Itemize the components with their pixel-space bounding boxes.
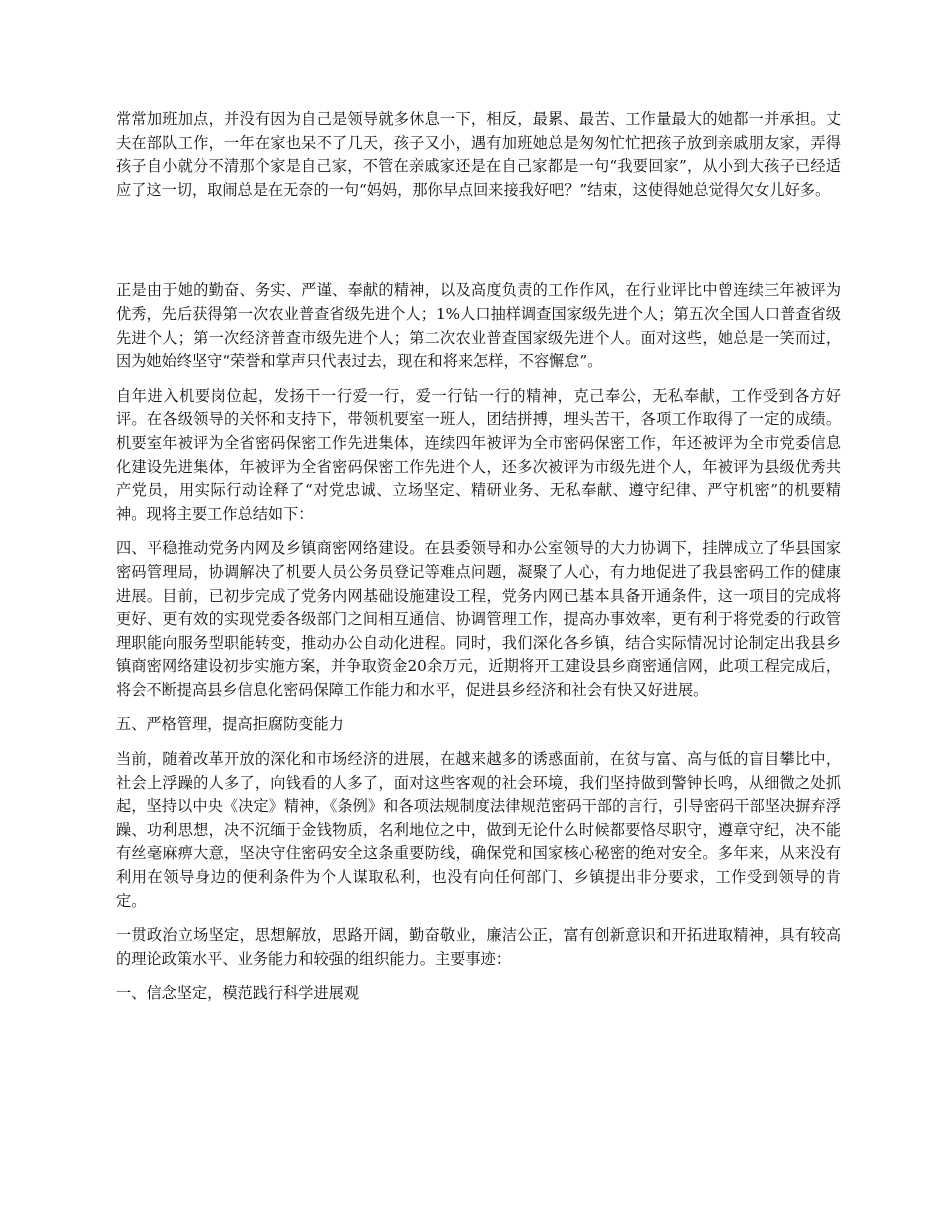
- paragraph-anti-corruption: 当前，随着改革开放的深化和市场经济的进展，在越来越多的诱惑面前，在贫与富、高与低的盲目攀比中，社会上浮躁的人多了，向钱看的人多了，面对这些客观的社会环境，我们坚持做到警钟长鸣，从细微之处抓起，坚持以中央《决定》精神，《条例》和各项法规制度法律规范密码干部的言行，引导密码干部坚决摒弃浮躁、功利思想，决不沉缅于金钱物质，名利地位之中，做到无论什么时候都要恪尽职守，遵章守纪，决不能有丝毫麻痹大意，坚决守住密码安全这条重要防线，确保党和国家核心秘密的绝对安全。多年来，从来没有利用在领导身边的便利条件为个人谋取私利，也没有向任何部门、乡镇提出非分要求，工作受到领导的肯定。: [116, 750, 841, 910]
- paragraph-overtime: 常常加班加点，并没有因为自己是领导就多休息一下，相反，最累、最苦、工作量最大的她都一并承担。丈夫在部队工作，一年在家也呆不了几天，孩子又小，遇有加班她总是匆匆忙忙把孩子放到亲戚朋友家，弄得孩子自小就分不清那个家是自己家，不管在亲戚家还是在自己家都是一句“我要回家”，从小到大孩子已经适应了这一切，取闹总是在无奈的一句“妈妈，那你早点回来接我好吧？”结束，这使得她总觉得欠女儿好多。: [116, 110, 841, 199]
- paragraph-gap: [116, 213, 841, 279]
- paragraph-confidential-work: 自年进入机要岗位起，发扬干一行爱一行，爱一行钻一行的精神，克己奉公，无私奉献，工作受到各方好评。在各级领导的关怀和支持下，带领机要室一班人，团结拼搏，埋头苦干，各项工作取得了一定的成绩。机要室年被评为全省密码保密工作先进集体，连续四年被评为全市密码保密工作，年还被评为全市党委信息化建设先进集体，年被评为全省密码保密工作先进个人，还多次被评为市级先进个人，年被评为县级优秀共产党员，用实际行动诠释了“对党忠诚、立场坚定、精研业务、无私奉献、遵守纪律、严守机密”的机要精神。现将主要工作总结如下：: [116, 386, 841, 523]
- paragraph-political-stance: 一贯政治立场坚定，思想解放，思路开阔，勤奋敬业，廉洁公正，富有创新意识和开拓进取精神，具有较高的理论政策水平、业务能力和较强的组织能力。主要事迹：: [116, 926, 841, 968]
- heading-section-five: 五、严格管理，提高拒腐防变能力: [116, 715, 344, 734]
- document-page: [116, 108, 841, 1017]
- paragraph-honors: 正是由于她的勤奋、务实、严谨、奉献的精神，以及高度负责的工作作风，在行业评比中曾连续三年被评为优秀，先后获得第一次农业普查省级先进个人；1%人口抽样调查国家级先进个人；第五次全国人口普查省级先进个人；第一次经济普查市级先进个人；第二次农业普查国家级先进个人。面对这些，她总是一笑而过，因为她始终坚守“荣誉和掌声只代表过去，现在和将来怎样，不容懈怠”。: [116, 281, 841, 371]
- heading-section-one: 一、信念坚定，模范践行科学进展观: [116, 984, 359, 1003]
- paragraph-section-four: 四、平稳推动党务内网及乡镇商密网络建设。在县委领导和办公室领导的大力协调下，挂牌成立了华县国家密码管理局，协调解决了机要人员公务员登记等难点问题，凝聚了人心，有力地促进了我县密码工作的健康进展。目前，已初步完成了党务内网基础设施建设工程，党务内网已基本具备开通条件，这一项目的完成将更好、更有效的实现党委各级部门之间相互通信、协调管理工作，提高办事效率，更有利于将党委的行政管理职能向服务型职能转变，推动办公自动化进程。同时，我们深化各乡镇，结合实际情况讨论制定出我县乡镇商密网络建设初步实施方案，并争取资金20余万元，近期将开工建设县乡商密通信网，此项工程完成后，将会不断提高县乡信息化密码保障工作能力和水平，促进县乡经济和社会有快又好进展。: [116, 539, 841, 699]
